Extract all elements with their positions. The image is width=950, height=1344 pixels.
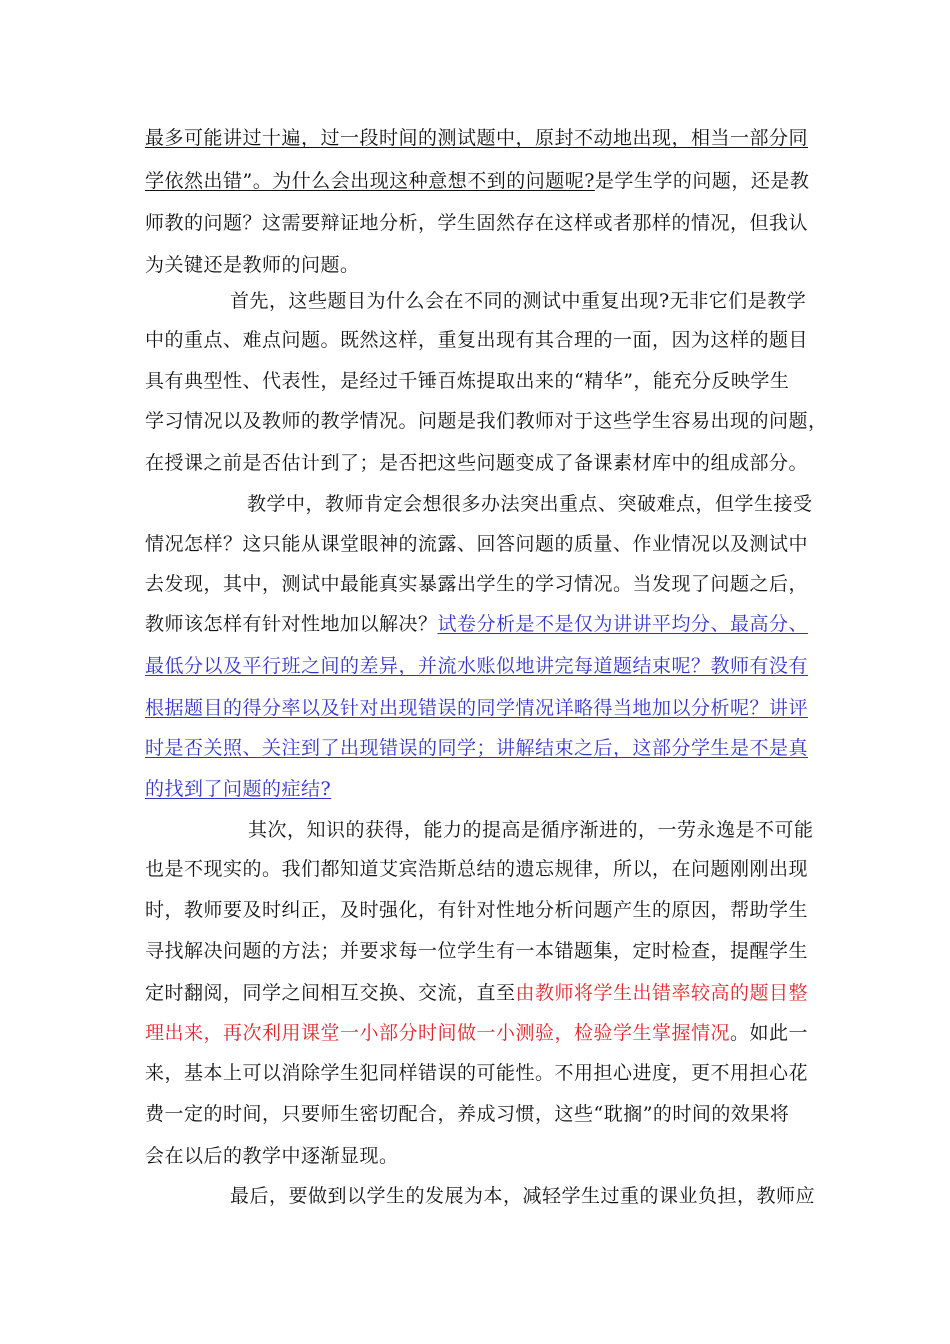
text-segment: 来，基本上可以消除学生犯同样错误的可能性。不用担心进度，更不用担心花: [145, 1062, 809, 1084]
text-segment: 试卷分析是不是仅为讲讲平均分、最高分、: [437, 613, 809, 635]
text-line: [248, 818, 814, 842]
text-segment: 学依然出错”。为什么会出现这种意想不到的问题呢?: [145, 170, 595, 192]
text-segment: 具有典型性、代表性，是经过千锤百炼提取出来的“精华”，能充分反映学生: [145, 370, 790, 392]
text-line: [145, 1102, 789, 1126]
text-line: [145, 777, 331, 801]
text-line: [145, 126, 808, 150]
text-segment: 教师该怎样有针对性地加以解决？: [145, 613, 438, 635]
text-line: [145, 532, 808, 556]
text-line: [145, 451, 808, 475]
text-line: [145, 409, 828, 433]
text-line: [145, 253, 360, 277]
text-segment: 教学中，教师肯定会想很多办法突出重点、突破难点，但学生接受: [247, 493, 813, 515]
text-segment: 最多可能讲过十遍，过一段时间的测试题中，原封不动地出现，相当一部分同: [145, 127, 809, 149]
text-segment: 其次，知识的获得，能力的提高是循序渐进的，一劳永逸是不可能: [248, 819, 814, 841]
text-segment: 的找到了问题的症结?: [145, 778, 332, 800]
text-segment: 中的重点、难点问题。既然这样，重复出现有其合理的一面，因为这样的题目: [145, 329, 809, 351]
text-segment: 最后，要做到以学生的发展为本，减轻学生过重的课业负担，教师应: [230, 1185, 816, 1207]
text-line: [230, 1184, 815, 1208]
text-line: [145, 898, 808, 922]
text-segment: 会在以后的教学中逐渐显现。: [145, 1145, 399, 1167]
text-segment: 在授课之前是否估计到了；是否把这些问题变成了备课素材库中的组成部分。: [145, 452, 809, 474]
text-line: [145, 1021, 808, 1045]
text-segment: 理出来，再次利用课堂一小部分时间做一小测验，检验学生掌握情况: [145, 1022, 731, 1044]
text-line: [145, 736, 808, 760]
text-line: [145, 1144, 399, 1168]
text-segment: 最低分以及平行班之间的差异，并流水账似地讲完每道题结束呢？教师有没有: [145, 655, 809, 677]
text-segment: 师教的问题？这需要辩证地分析，学生固然存在这样或者那样的情况，但我认: [145, 212, 809, 234]
text-segment: 去发现，其中，测试中最能真实暴露出学生的学习情况。当发现了问题之后，: [145, 573, 809, 595]
text-segment: 。如此一: [730, 1022, 809, 1044]
text-segment: 情况怎样？这只能从课堂眼神的流露、回答问题的质量、作业情况以及测试中: [145, 533, 809, 555]
text-line: [145, 612, 808, 636]
text-line: [145, 572, 808, 596]
text-line: [145, 1061, 808, 1085]
text-line: [145, 369, 789, 393]
text-line: [145, 696, 808, 720]
text-line: [145, 981, 808, 1005]
text-segment: 是学生学的问题，还是教: [594, 170, 810, 192]
text-segment: 时，教师要及时纠正，及时强化，有针对性地分析问题产生的原因，帮助学生: [145, 899, 809, 921]
text-segment: 寻找解决问题的方法；并要求每一位学生有一本错题集，定时检查，提醒学生: [145, 940, 809, 962]
text-segment: 首先，这些题目为什么会在不同的测试中重复出现?无非它们是教学: [230, 290, 807, 312]
text-line: [145, 654, 808, 678]
text-line: [145, 328, 808, 352]
text-segment: 时是否关照、关注到了出现错误的同学；讲解结束之后，这部分学生是不是真: [145, 737, 809, 759]
text-line: [145, 211, 808, 235]
text-segment: 为关键还是教师的问题。: [145, 254, 360, 276]
text-line: [247, 492, 813, 516]
text-segment: 根据题目的得分率以及针对出现错误的同学情况详略得当地加以分析呢？讲评: [145, 697, 809, 719]
text-segment: 费一定的时间，只要师生密切配合，养成习惯，这些“耽搁”的时间的效果将: [145, 1103, 790, 1125]
text-line: [230, 289, 806, 313]
text-line: [145, 857, 808, 881]
text-line: [145, 939, 808, 963]
text-line: [145, 169, 809, 193]
text-segment: 由教师将学生出错率较高的题目整: [515, 982, 809, 1004]
text-segment: 也是不现实的。我们都知道艾宾浩斯总结的遗忘规律，所以，在问题刚刚出现: [145, 858, 809, 880]
text-segment: 学习情况以及教师的教学情况。问题是我们教师对于这些学生容易出现的问题，: [145, 410, 828, 432]
text-segment: 定时翻阅，同学之间相互交换、交流，直至: [145, 982, 516, 1004]
